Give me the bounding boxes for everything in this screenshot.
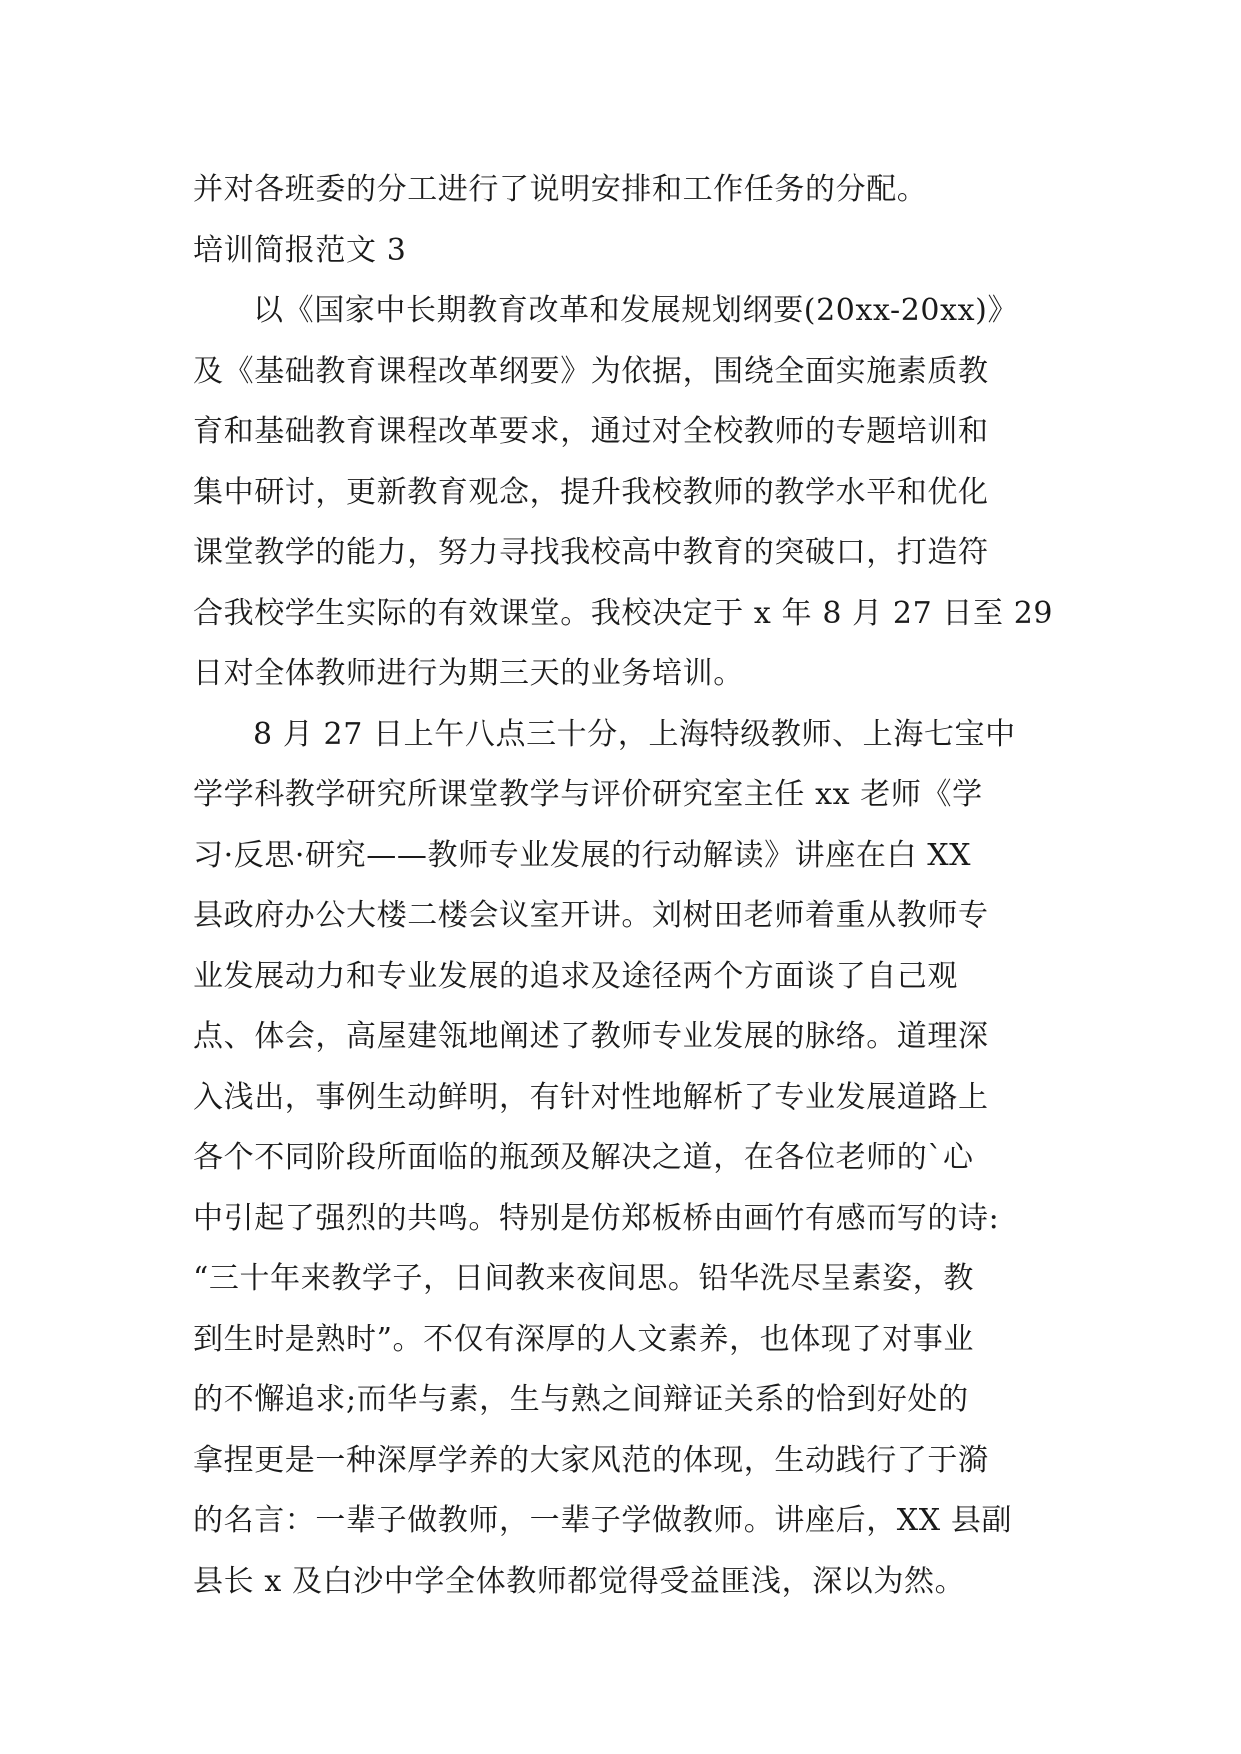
paragraph-line: 到生时是熟时”。不仅有深厚的人文素养，也体现了对事业 (193, 1321, 974, 1357)
paragraph-line: 县长 x 及白沙中学全体教师都觉得受益匪浅，深以为然。 (193, 1563, 966, 1599)
paragraph-line: 各个不同阶段所面临的瓶颈及解决之道，在各位老师的`心 (193, 1140, 974, 1175)
document-body (193, 160, 1053, 1612)
paragraph-line: 育和基础教育课程改革要求，通过对全校教师的专题培训和 (193, 414, 989, 449)
paragraph-line: 学学科教学研究所课堂教学与评价研究室主任 xx 老师《学 (193, 777, 983, 812)
paragraph-line: 县政府办公大楼二楼会议室开讲。刘树田老师着重从教师专 (193, 898, 989, 933)
paragraph-line: 8 月 27 日上午八点三十分，上海特级教师、上海七宝中 (253, 716, 1016, 752)
paragraph-line: 拿捏更是一种深厚学养的大家风范的体现，生动践行了于漪 (193, 1442, 989, 1478)
paragraph-line: 日对全体教师进行为期三天的业务培训。 (193, 656, 744, 691)
paragraph-line: 中引起了强烈的共鸣。特别是仿郑板桥由画竹有感而写的诗: (193, 1200, 1000, 1236)
paragraph-line: 的不懈追求;而华与素，生与熟之间辩证关系的恰到好处的 (193, 1382, 969, 1417)
paragraph-line: “三十年来教学子，日间教来夜间思。铅华洗尽呈素姿，教 (193, 1261, 974, 1296)
paragraph-line: 及《基础教育课程改革纲要》为依据，围绕全面实施素质教 (193, 353, 989, 389)
section-heading: 培训简报范文 3 (193, 232, 407, 268)
paragraph-line: 的名言：一辈子做教师，一辈子学做教师。讲座后，XX 县副 (193, 1503, 1013, 1538)
paragraph-line: 集中研讨，更新教育观念，提升我校教师的教学水平和优化 (193, 474, 989, 510)
paragraph-line: 并对各班委的分工进行了说明安排和工作任务的分配。 (193, 172, 928, 207)
paragraph-line: 以《国家中长期教育改革和发展规划纲要(20xx-20xx)》 (253, 293, 1019, 328)
paragraph-line: 课堂教学的能力，努力寻找我校高中教育的突破口，打造符 (193, 535, 989, 570)
paragraph-line: 业发展动力和专业发展的追求及途径两个方面谈了自己观 (193, 958, 958, 994)
paragraph-line: 合我校学生实际的有效课堂。我校决定于 x 年 8 月 27 日至 29 (193, 595, 1054, 631)
paragraph-line: 入浅出，事例生动鲜明，有针对性地解析了专业发展道路上 (193, 1079, 989, 1115)
paragraph-line: 习·反思·研究——教师专业发展的行动解读》讲座在白 XX (193, 837, 972, 873)
paragraph-line: 点、体会，高屋建瓴地阐述了教师专业发展的脉络。道理深 (193, 1019, 989, 1054)
